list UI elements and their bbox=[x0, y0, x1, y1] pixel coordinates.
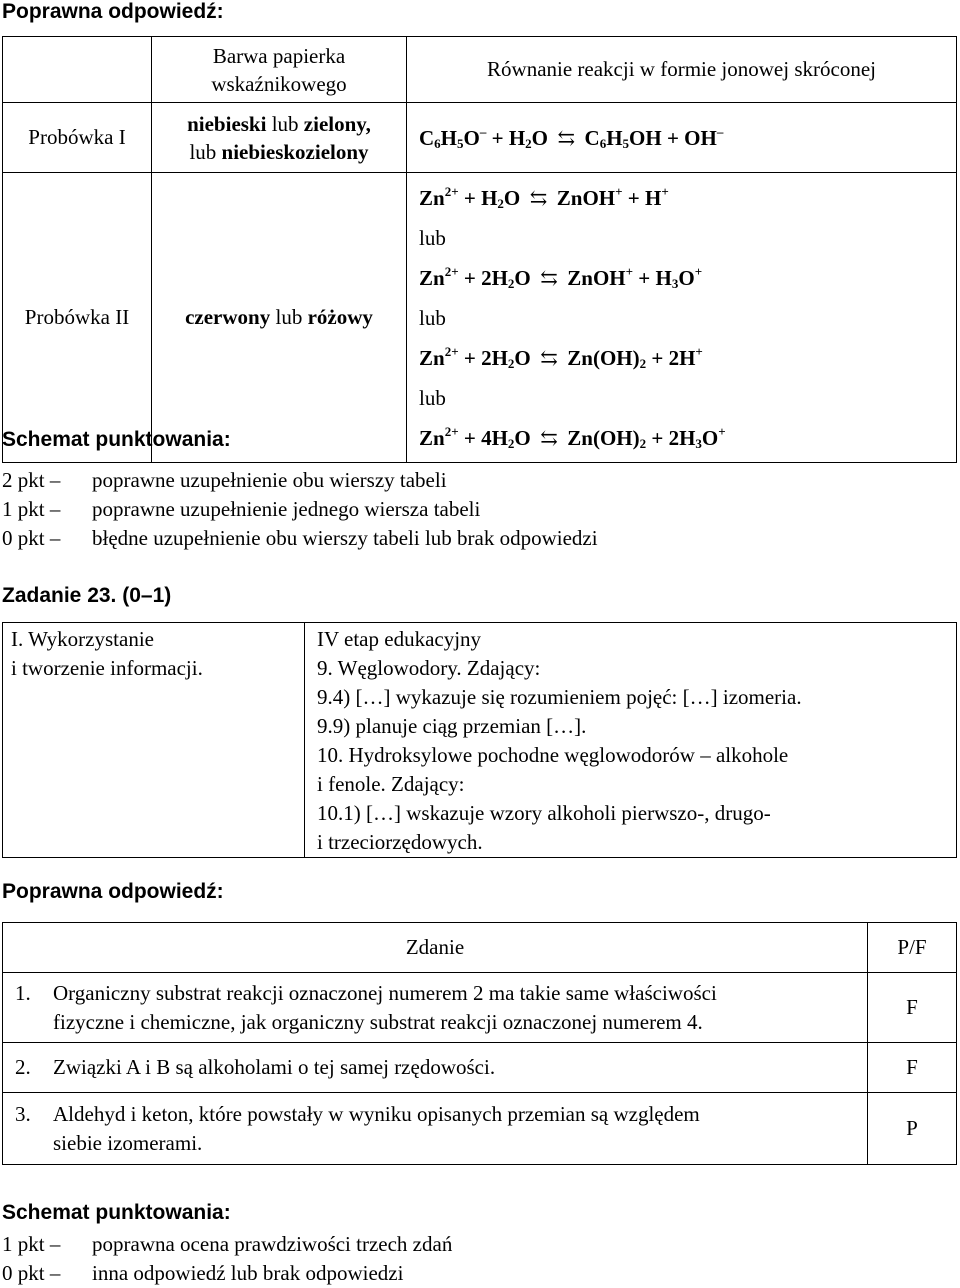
requirement-line: 9.4) […] wykazuje się rozumieniem pojęć: […] izomeria. bbox=[317, 685, 802, 709]
statement-line: Związki A i B są alkoholami o tej samej rzędowości. bbox=[53, 1055, 496, 1079]
requirement-line: 10.1) […] wskazuje wzory alkoholi pierwszo-, drugo- bbox=[317, 801, 771, 825]
equation-zinc-3: $Zn^{2+} + 2H_2O$ ⇆ $Zn(OH)_2 + 2H^+$ bbox=[419, 335, 955, 381]
scoring1-list bbox=[2, 466, 598, 553]
statement-answer: P bbox=[868, 1093, 957, 1165]
or-word: lub bbox=[419, 306, 446, 330]
requirement-line: 10. Hydroksylowe pochodne węglowodorów – alkohole bbox=[317, 743, 789, 767]
scoring2-heading: Schemat punktowania: bbox=[2, 1201, 231, 1224]
statement-row bbox=[3, 1043, 868, 1093]
or-word: lub bbox=[266, 111, 304, 136]
statement-header: Zdanie bbox=[3, 923, 868, 973]
task-requirement-general bbox=[3, 623, 305, 858]
requirement-line: I. Wykorzystanie bbox=[11, 627, 154, 651]
statement-row bbox=[3, 973, 868, 1043]
requirement-line: i fenole. Zdający: bbox=[317, 772, 465, 796]
statement-line: siebie izomerami. bbox=[53, 1130, 203, 1155]
indicator-table bbox=[2, 36, 957, 463]
task-requirement-detailed bbox=[305, 623, 957, 858]
row2-label: Probówka II bbox=[3, 173, 152, 463]
task-info-table bbox=[2, 622, 957, 858]
statement-line: Organiczny substrat reakcji oznaczonej numerem 2 ma takie same właściwości bbox=[53, 980, 717, 1005]
scoring1-heading: Schemat punktowania: bbox=[2, 428, 231, 451]
statement-number: 1. bbox=[15, 980, 31, 1005]
color-green: zielony, bbox=[303, 111, 371, 136]
scoring2-list bbox=[2, 1230, 452, 1288]
or-word: lub bbox=[419, 386, 446, 410]
statement-row bbox=[3, 1093, 868, 1165]
or-word: lub bbox=[270, 305, 308, 329]
requirement-line: i tworzenie informacji. bbox=[11, 656, 203, 680]
scoring-points: 0 pkt – bbox=[2, 1261, 61, 1285]
equation-zinc-1: $Zn^{2+} + H_2O$ ⇆ ZnOH+ + H+ bbox=[419, 175, 955, 221]
equilibrium-arrow-icon: ⇆ bbox=[540, 426, 558, 450]
scoring-text: poprawna ocena prawdziwości trzech zdań bbox=[92, 1232, 453, 1256]
equilibrium-arrow-icon: ⇆ bbox=[557, 125, 576, 150]
scoring-points: 0 pkt – bbox=[2, 526, 61, 550]
header-color-line1: Barwa papierka bbox=[212, 43, 346, 68]
scoring-row bbox=[2, 1230, 452, 1259]
equation-phenolate: $C_6H_5O^- + H_2O$ ⇆ $C_6H_5OH + OH^-$ bbox=[419, 115, 955, 161]
task-title: Zadanie 23. (0–1) bbox=[2, 584, 172, 607]
statement-number: 3. bbox=[15, 1101, 31, 1126]
scoring-row bbox=[2, 495, 598, 524]
equilibrium-arrow-icon: ⇆ bbox=[540, 346, 558, 370]
equation-zinc-2: $Zn^{2+} + 2H_2O$ ⇆ ZnOH+ + $H_3O^+$ bbox=[419, 255, 955, 301]
scoring-points: 1 pkt – bbox=[2, 1232, 61, 1256]
scoring-text: błędne uzupełnienie obu wierszy tabeli lub brak odpowiedzi bbox=[92, 526, 598, 550]
table-header-color bbox=[152, 37, 407, 103]
pf-header: P/F bbox=[868, 923, 957, 973]
table-header-empty bbox=[3, 37, 152, 103]
row1-color bbox=[152, 103, 407, 173]
scoring-row bbox=[2, 524, 598, 553]
requirement-line: IV etap edukacyjny bbox=[317, 627, 482, 651]
color-pink: różowy bbox=[307, 305, 373, 329]
scoring-points: 1 pkt – bbox=[2, 497, 61, 521]
statement-answer: F bbox=[868, 973, 957, 1043]
scoring-text: poprawne uzupełnienie obu wierszy tabeli bbox=[92, 468, 447, 492]
row1-equation bbox=[407, 103, 957, 173]
row2-color bbox=[152, 173, 407, 463]
equilibrium-arrow-icon: ⇆ bbox=[540, 266, 558, 290]
equation-zinc-4: $Zn^{2+} + 4H_2O$ ⇆ $Zn(OH)_2 + 2H_3O^+$ bbox=[419, 415, 955, 461]
row2-equations bbox=[407, 173, 957, 463]
scoring-row bbox=[2, 1259, 452, 1288]
scoring-points: 2 pkt – bbox=[2, 468, 61, 492]
statement-number: 2. bbox=[15, 1055, 31, 1079]
scoring-text: inna odpowiedź lub brak odpowiedzi bbox=[92, 1261, 404, 1285]
or-word: lub bbox=[189, 139, 222, 164]
or-word: lub bbox=[419, 226, 446, 250]
section1-heading: Poprawna odpowiedź: bbox=[2, 0, 224, 23]
statement-answer: F bbox=[868, 1043, 957, 1093]
true-false-table bbox=[2, 922, 957, 1165]
requirement-line: 9.9) planuje ciąg przemian […]. bbox=[317, 714, 587, 738]
scoring-row bbox=[2, 466, 598, 495]
scoring-text: poprawne uzupełnienie jednego wiersza tabeli bbox=[92, 497, 481, 521]
row1-label: Probówka I bbox=[3, 103, 152, 173]
requirement-line: i trzeciorzędowych. bbox=[317, 830, 483, 854]
equilibrium-arrow-icon: ⇆ bbox=[529, 186, 548, 210]
color-red: czerwony bbox=[185, 305, 271, 329]
statement-line: Aldehyd i keton, które powstały w wyniku opisanych przemian są względem bbox=[53, 1101, 700, 1126]
section2-heading: Poprawna odpowiedź: bbox=[2, 880, 224, 903]
color-blue-green: niebieskozielony bbox=[221, 139, 369, 164]
statement-line: fizyczne i chemiczne, jak organiczny substrat reakcji oznaczonej numerem 4. bbox=[53, 1009, 703, 1034]
color-blue: niebieski bbox=[187, 111, 267, 136]
table-header-equation: Równanie reakcji w formie jonowej skróconej bbox=[407, 37, 957, 103]
requirement-line: 9. Węglowodory. Zdający: bbox=[317, 656, 541, 680]
header-color-line2: wskaźnikowego bbox=[211, 71, 347, 96]
